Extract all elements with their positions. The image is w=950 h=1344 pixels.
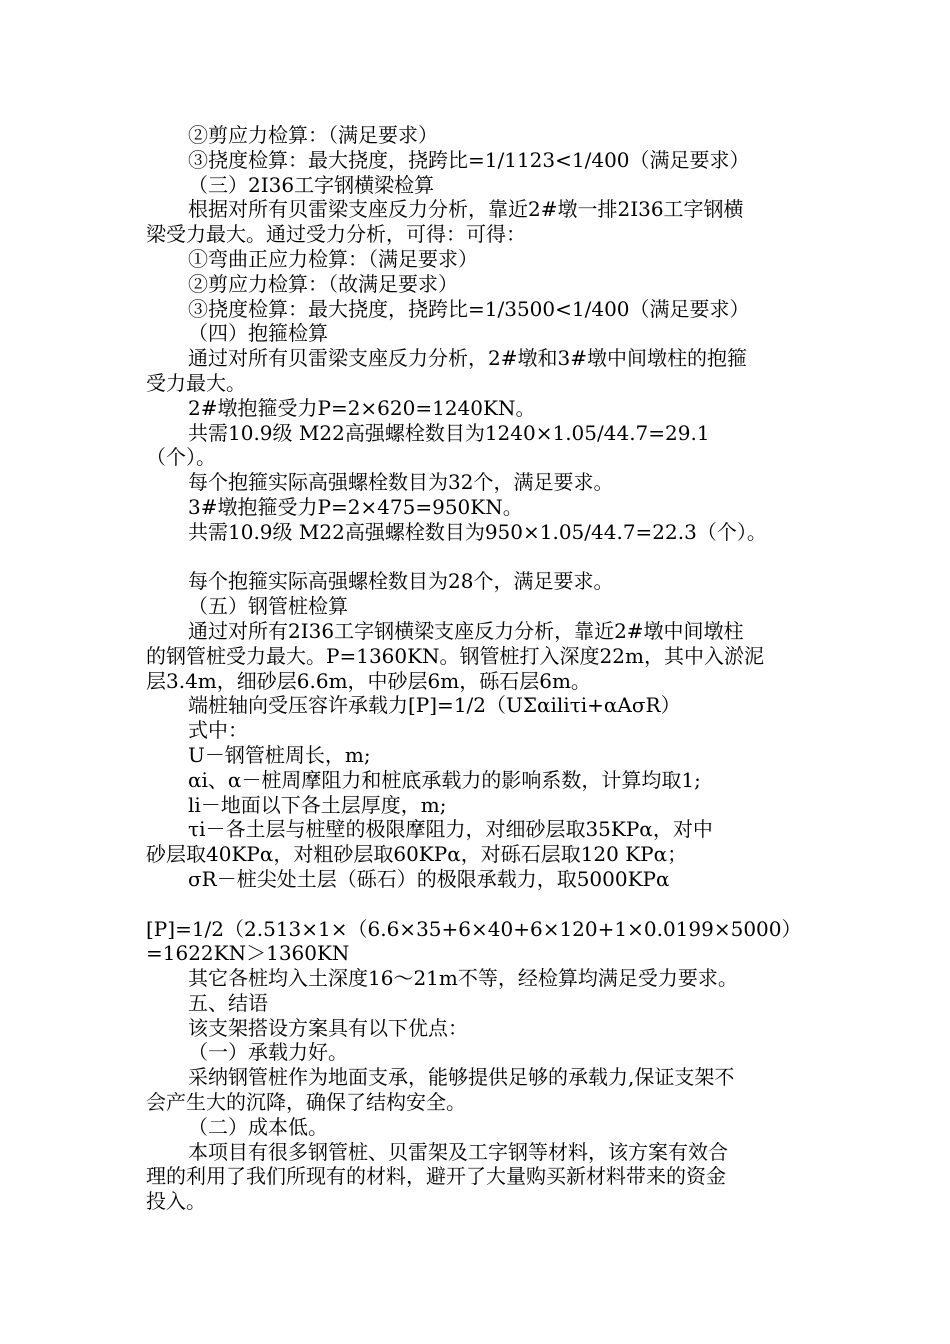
text-line: 采纳钢管桩作为地面支承，能够提供足够的承载力,保证支架不	[188, 1065, 735, 1090]
text-line: ②剪应力检算：（满足要求）	[188, 123, 438, 147]
text-line: 理的利用了我们所现有的材料，避开了大量购买新材料带来的资金	[146, 1164, 726, 1189]
text-line: ③挠度检算：最大挠度，挠跨比=1/1123<1/400（满足要求）	[188, 147, 750, 172]
text-line: 其它各桩均入土深度16～21m不等，经检算均满足受力要求。	[188, 966, 738, 991]
text-line: ①弯曲正应力检算：（满足要求）	[188, 246, 478, 271]
text-line: [P]=1/2（2.513×1×（6.6×35+6×40+6×120+1×0.0199×5000）	[146, 916, 802, 941]
text-line: 每个抱箍实际高强螺栓数目为28个，满足要求。	[188, 569, 614, 594]
text-line: 通过对所有贝雷梁支座反力分析，2#墩和3#墩中间墩柱的抱箍	[188, 346, 747, 371]
text-line: αi、α－桩周摩阻力和桩底承载力的影响系数，计算均取1;	[188, 767, 701, 792]
text-line: 砂层取40KPα，对粗砂层取60KPα，对砾石层取120 KPα；	[146, 842, 688, 867]
text-line: 受力最大。	[146, 370, 246, 395]
text-line: 梁受力最大。通过受力分析，可得：可得：	[146, 222, 526, 247]
text-line: 的钢管桩受力最大。P=1360KN。钢管桩打入深度22m，其中入淤泥	[146, 643, 764, 668]
text-line: =1622KN＞1360KN	[146, 941, 350, 966]
text-line: （一）承载力好。	[188, 1040, 348, 1065]
text-line: 式中：	[188, 718, 248, 743]
text-line: τi－各土层与桩壁的极限摩阻力，对细砂层取35KPα，对中	[188, 817, 713, 842]
text-line: 每个抱箍实际高强螺栓数目为32个，满足要求。	[188, 470, 614, 495]
text-line: （个）。	[146, 445, 216, 470]
text-line: 共需10.9级 M22高强螺栓数目为1240×1.05/44.7=29.1	[188, 420, 710, 445]
document-body	[146, 123, 826, 1214]
text-line: 本项目有很多钢管桩、贝雷架及工字钢等材料，该方案有效合	[188, 1139, 728, 1164]
text-line: 层3.4m，细砂层6.6m，中砂层6m，砾石层6m。	[146, 668, 591, 693]
text-line: 2#墩抱箍受力P=2×620=1240KN。	[188, 395, 536, 420]
blank-line	[146, 892, 826, 917]
text-line: 通过对所有2I36工字钢横梁支座反力分析，靠近2#墩中间墩柱	[188, 618, 744, 643]
text-line: li－地面以下各土层厚度，m;	[188, 792, 447, 817]
text-line: （二）成本低。	[188, 1114, 328, 1139]
text-line: ②剪应力检算：（故满足要求）	[188, 271, 458, 296]
text-line: 根据对所有贝雷梁支座反力分析，靠近2#墩一排2I36工字钢横	[188, 197, 744, 222]
text-line: 投入。	[146, 1189, 206, 1214]
text-line: U－钢管桩周长，m;	[188, 742, 371, 767]
text-line: 该支架搭设方案具有以下优点：	[188, 1015, 468, 1040]
blank-line	[146, 545, 826, 570]
text-line: （五）钢管桩检算	[188, 594, 348, 619]
text-line: 3#墩抱箍受力P=2×475=950KN。	[188, 494, 523, 519]
text-line: 端桩轴向受压容许承载力[P]=1/2（UΣαiliτi+αAσR）	[188, 693, 681, 718]
text-line: 五、结语	[188, 990, 268, 1015]
text-line: （四）抱箍检算	[188, 321, 328, 346]
text-line: （三）2I36工字钢横梁检算	[188, 172, 435, 197]
text-line: 共需10.9级 M22高强螺栓数目为950×1.05/44.7=22.3（个）。	[188, 519, 767, 544]
text-line: ③挠度检算：最大挠度，挠跨比=1/3500<1/400（满足要求）	[188, 296, 750, 321]
text-line: σR－桩尖处土层（砾石）的极限承载力，取5000KPα	[188, 866, 670, 891]
text-line: 会产生大的沉降，确保了结构安全。	[146, 1090, 466, 1115]
